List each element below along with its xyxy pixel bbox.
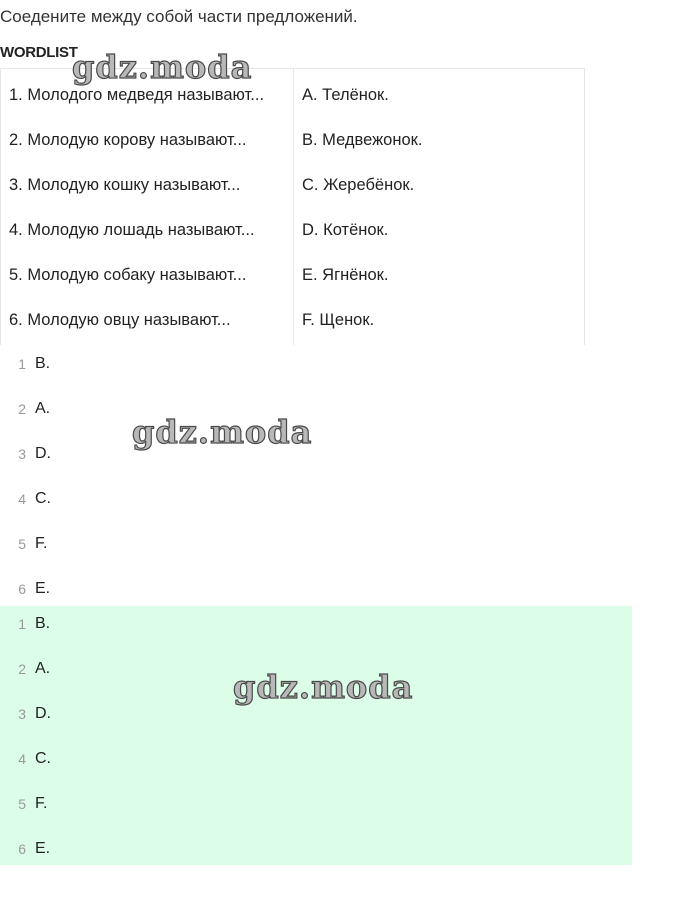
- answer-value: F.: [35, 795, 48, 812]
- match-right-item: D. Котёнок.: [302, 221, 389, 239]
- answer-value: A.: [35, 400, 51, 417]
- matching-table: [0, 68, 585, 345]
- watermark-logo: gdz.moda: [132, 413, 313, 451]
- answer-number: 3: [18, 706, 26, 722]
- answer-row: [0, 356, 200, 386]
- match-left-item: 2. Молодую корову называют...: [9, 131, 247, 149]
- column-divider: [293, 69, 294, 345]
- instruction-text: Соедените между собой части предложений.: [0, 7, 358, 26]
- watermark-logo: gdz.moda: [233, 668, 414, 706]
- answer-row: [0, 796, 200, 826]
- answer-list: [0, 346, 632, 604]
- answer-list-highlighted: [0, 606, 632, 865]
- match-right-item: A. Телёнок.: [302, 86, 389, 104]
- answer-row: [0, 491, 200, 521]
- answer-value: E.: [35, 580, 51, 597]
- answer-number: 6: [18, 841, 26, 857]
- answer-row: [0, 536, 200, 566]
- answer-number: 1: [18, 616, 26, 632]
- answer-value: C.: [35, 750, 51, 767]
- match-right-item: B. Медвежонок.: [302, 131, 423, 149]
- wordlist-title: WORDLIST: [0, 44, 78, 61]
- answer-number: 5: [18, 536, 26, 552]
- watermark-logo: gdz.moda: [72, 48, 253, 86]
- answer-number: 2: [18, 661, 26, 677]
- answer-number: 4: [18, 751, 26, 767]
- answer-value: F.: [35, 535, 48, 552]
- answer-row: [0, 616, 200, 646]
- answer-number: 1: [18, 356, 26, 372]
- match-left-item: 1. Молодого медведя называют...: [9, 86, 265, 104]
- answer-number: 4: [18, 491, 26, 507]
- match-left-item: 6. Молодую овцу называют...: [9, 311, 231, 329]
- answer-value: D.: [35, 445, 51, 462]
- answer-number: 3: [18, 446, 26, 462]
- answer-row: [0, 751, 200, 781]
- match-right-item: C. Жеребёнок.: [302, 176, 415, 194]
- answer-number: 6: [18, 581, 26, 597]
- answer-number: 2: [18, 401, 26, 417]
- answer-value: C.: [35, 490, 51, 507]
- match-left-item: 3. Молодую кошку называют...: [9, 176, 241, 194]
- answer-value: B.: [35, 355, 51, 372]
- answer-row: [0, 661, 200, 691]
- match-right-item: F. Щенок.: [302, 311, 375, 329]
- match-left-item: 4. Молодую лошадь называют...: [9, 221, 255, 239]
- answer-value: D.: [35, 705, 51, 722]
- answer-value: A.: [35, 660, 51, 677]
- answer-row: [0, 841, 200, 871]
- match-left-item: 5. Молодую собаку называют...: [9, 266, 247, 284]
- answer-value: E.: [35, 840, 51, 857]
- answer-value: B.: [35, 615, 51, 632]
- answer-number: 5: [18, 796, 26, 812]
- answer-row: [0, 706, 200, 736]
- match-right-item: E. Ягнёнок.: [302, 266, 389, 284]
